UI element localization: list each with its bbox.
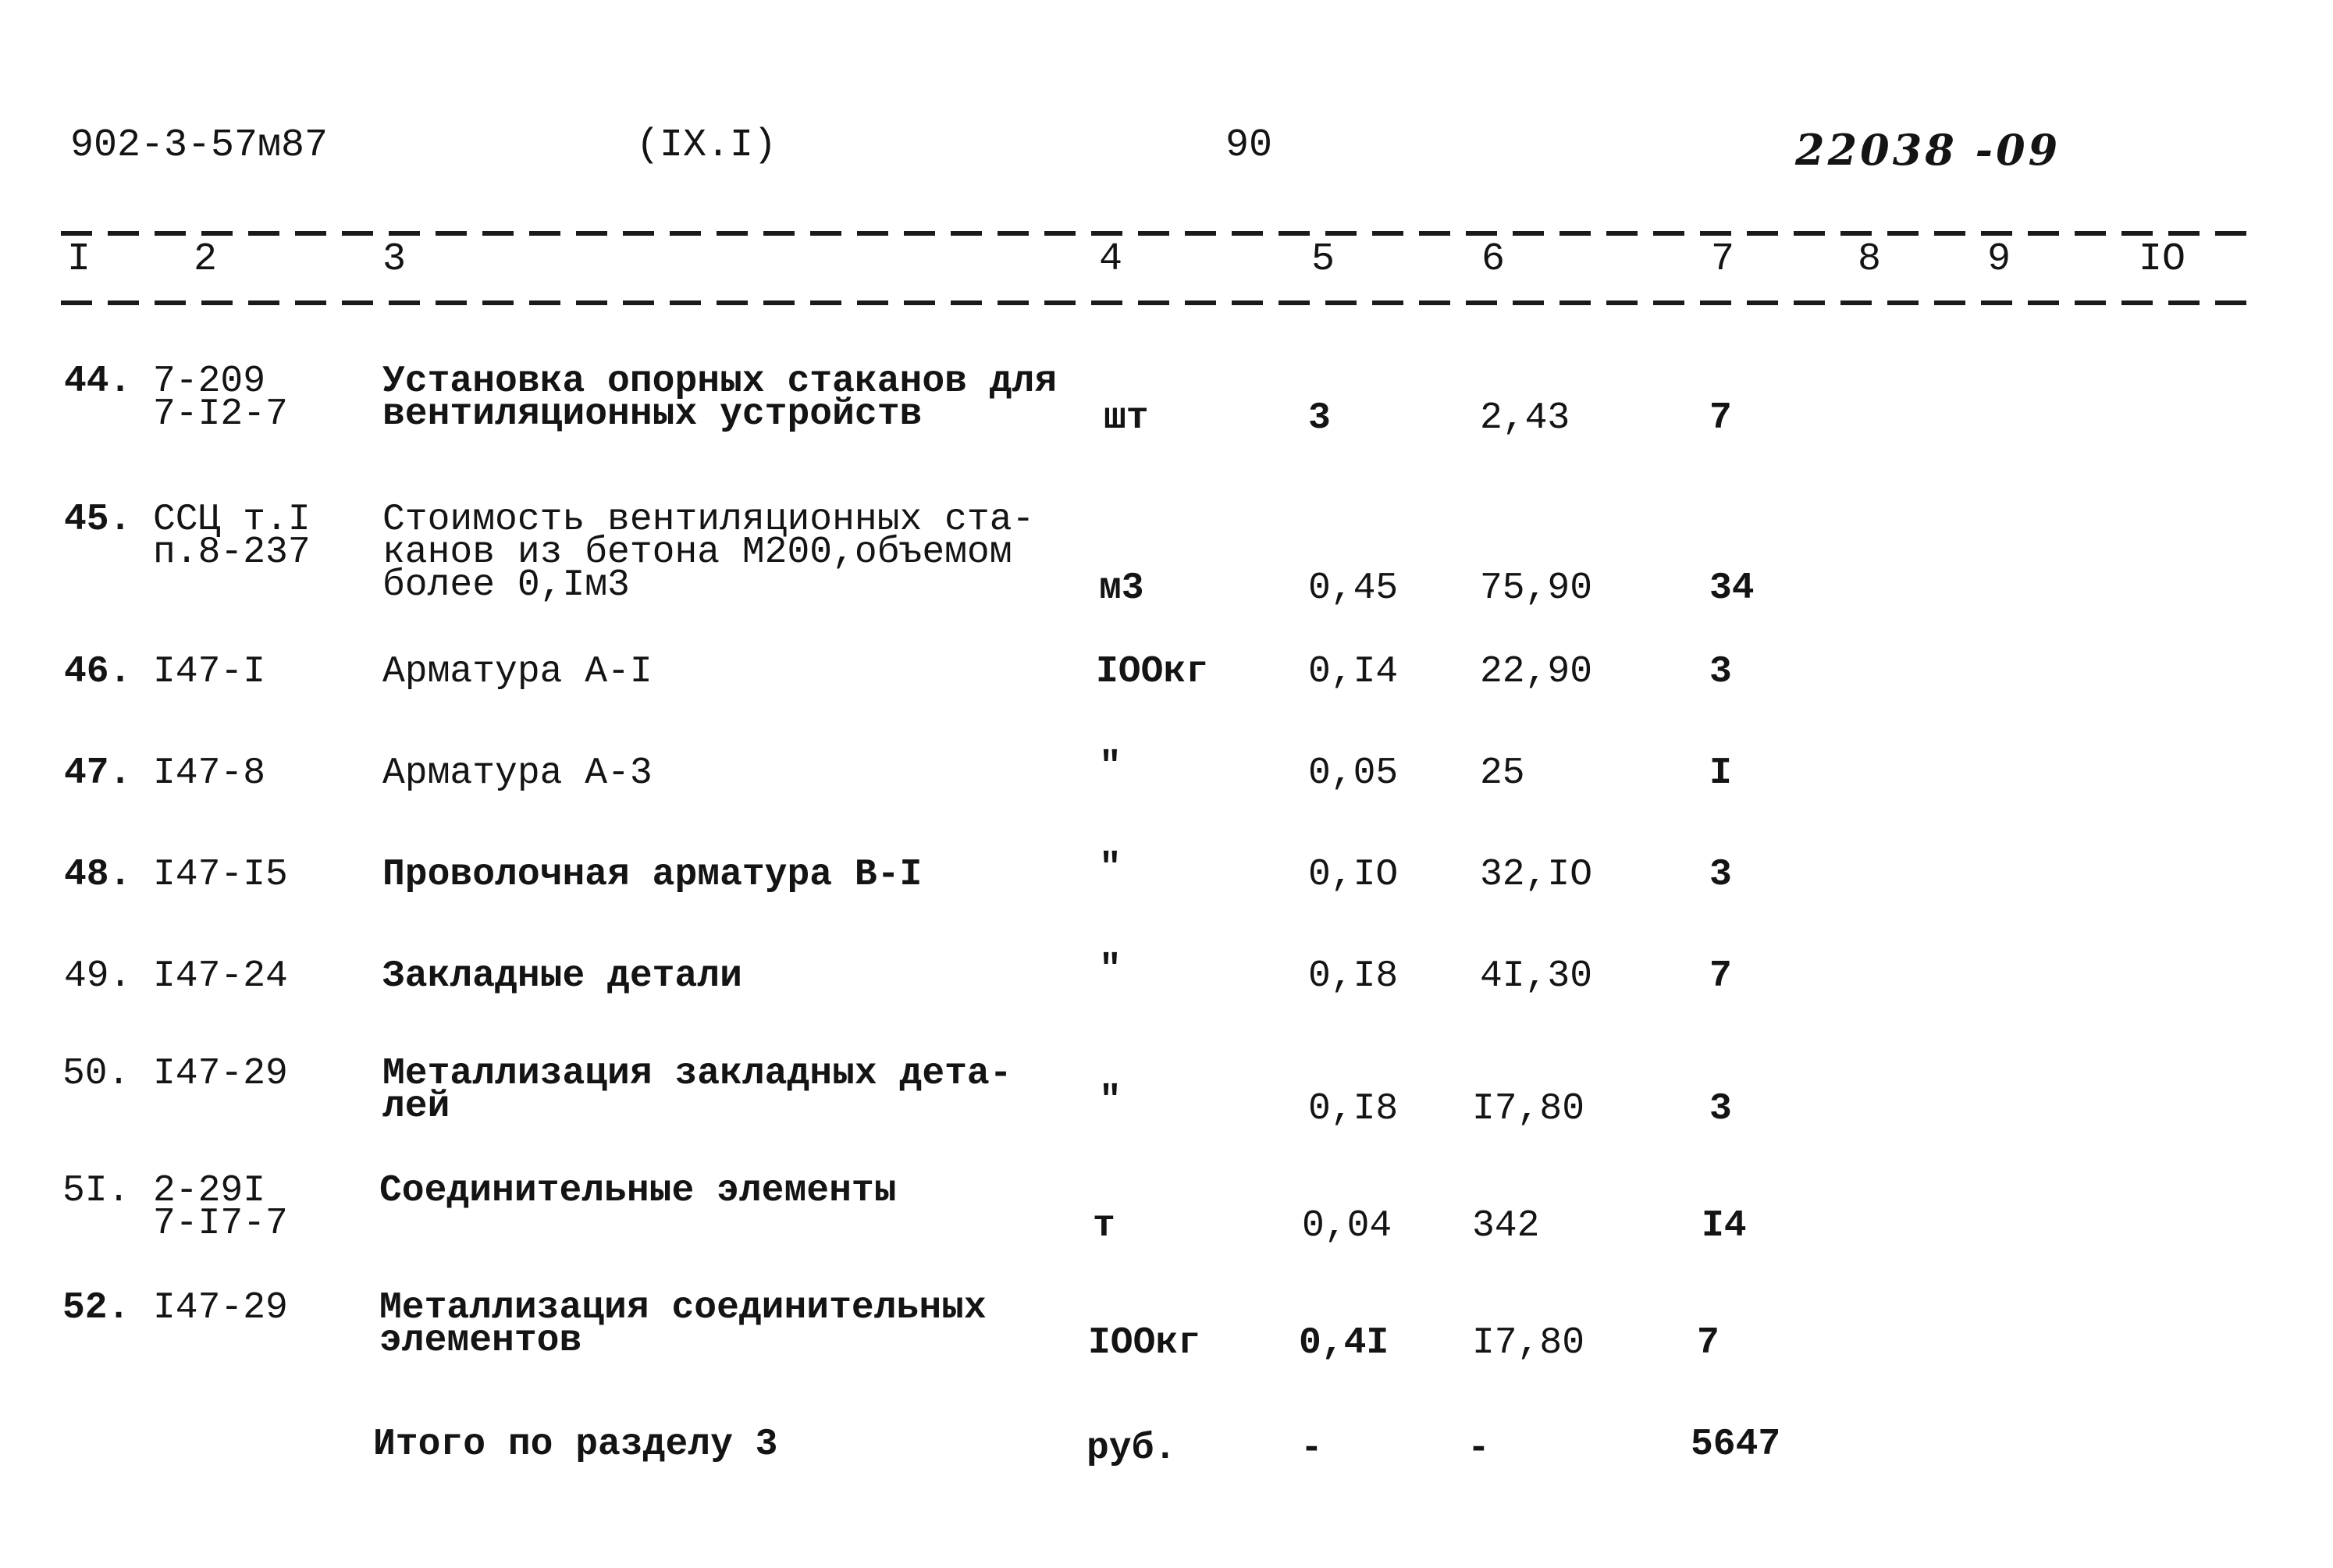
row-number: 46. (64, 651, 132, 693)
row-number: 52. (62, 1287, 130, 1329)
row-code: I47-24 (153, 955, 288, 997)
col-header-7: 7 (1711, 237, 1735, 282)
col-header-3: 3 (382, 237, 407, 282)
row-unit-price: 22,90 (1480, 651, 1593, 693)
col-header-8: 8 (1858, 237, 1882, 282)
row-number: 48. (64, 854, 132, 896)
row-quantity: 0,IO (1308, 854, 1399, 896)
row-code: I47-8 (153, 752, 266, 795)
row-description-line: Арматура А-I (382, 651, 653, 693)
row-quantity: 0,04 (1302, 1205, 1392, 1247)
row-code: I47-29 (153, 1053, 288, 1095)
row-description-line: Металлизация закладных дета- (382, 1053, 1012, 1095)
inventory-stamp: 22038 -09 (1795, 125, 2061, 175)
row-code: ССЦ т.I (153, 499, 311, 541)
row-description-line: Металлизация соединительных (379, 1287, 987, 1329)
row-description-line: более 0,Iм3 (382, 564, 630, 606)
col-header-6: 6 (1481, 237, 1506, 282)
row-description-line: Соединительные элементы (379, 1170, 897, 1212)
row-unit: т (1093, 1205, 1115, 1247)
ditto-mark: " (1099, 1080, 1122, 1122)
header-rule-bottom (61, 300, 2246, 305)
row-total: 7 (1709, 955, 1732, 997)
row-description-line: Проволочная арматура В-I (382, 854, 923, 896)
row-total: I4 (1702, 1205, 1747, 1247)
header-rule-top (61, 231, 2246, 236)
row-code: I47-29 (153, 1287, 288, 1329)
row-unit-price: 2,43 (1480, 397, 1570, 439)
section-total-amount: 5647 (1691, 1424, 1781, 1466)
row-code-secondary: 7-I2-7 (153, 393, 288, 436)
row-quantity: 0,I4 (1308, 651, 1399, 693)
row-unit-price: 342 (1472, 1205, 1540, 1247)
row-quantity: 0,I8 (1308, 955, 1399, 997)
row-unit: шт (1104, 397, 1149, 439)
row-description-line: Установка опорных стаканов для (382, 361, 1058, 403)
document-code: 902-3-57м87 (70, 123, 329, 168)
row-unit: IOOкг (1096, 651, 1209, 693)
row-description-line: Арматура А-3 (382, 752, 653, 795)
row-number: 5I. (62, 1170, 130, 1212)
row-code-secondary: п.8-237 (153, 532, 311, 574)
row-unit-price: I7,80 (1472, 1088, 1585, 1130)
row-quantity: 0,4I (1299, 1322, 1389, 1364)
section-total-price: - (1467, 1428, 1490, 1470)
row-total: 7 (1709, 397, 1732, 439)
row-description-line: Стоимость вентиляционных ста- (382, 499, 1035, 541)
col-header-9: 9 (1987, 237, 2011, 282)
row-unit: м3 (1099, 567, 1144, 610)
row-total: 3 (1709, 651, 1732, 693)
row-description-line: канов из бетона М200,объемом (382, 532, 1012, 574)
row-unit: IOOкг (1088, 1322, 1201, 1364)
col-header-5: 5 (1311, 237, 1335, 282)
row-number: 50. (62, 1053, 130, 1095)
row-unit-price: 4I,30 (1480, 955, 1593, 997)
page-number: 90 (1225, 123, 1273, 168)
row-code: 7-209 (153, 361, 266, 403)
row-unit-price: 25 (1480, 752, 1525, 795)
row-code: I47-I (153, 651, 266, 693)
ditto-mark: " (1099, 848, 1122, 890)
row-unit-price: 32,IO (1480, 854, 1593, 896)
row-quantity: 3 (1308, 397, 1331, 439)
row-total: 7 (1697, 1322, 1720, 1364)
row-total: 3 (1709, 1088, 1732, 1130)
section-total-unit: руб. (1086, 1428, 1177, 1470)
row-number: 44. (64, 361, 132, 403)
row-code: I47-I5 (153, 854, 288, 896)
ditto-mark: " (1099, 746, 1122, 788)
row-unit-price: I7,80 (1472, 1322, 1585, 1364)
row-number: 45. (64, 499, 132, 541)
row-number: 49. (64, 955, 132, 997)
section-number: (IX.I) (636, 123, 777, 168)
row-description-line: лей (382, 1086, 450, 1128)
col-header-10: IO (2139, 237, 2186, 282)
row-unit-price: 75,90 (1480, 567, 1593, 610)
row-total: 3 (1709, 854, 1732, 896)
row-total: 34 (1709, 567, 1755, 610)
ditto-mark: " (1099, 949, 1122, 991)
section-total-quantity: - (1300, 1428, 1323, 1470)
row-total: I (1709, 752, 1732, 795)
row-description-line: элементов (379, 1320, 582, 1362)
row-code-secondary: 7-I7-7 (153, 1203, 288, 1245)
row-number: 47. (64, 752, 132, 795)
row-description-line: вентиляционных устройств (382, 393, 923, 436)
row-description-line: Закладные детали (382, 955, 742, 997)
row-quantity: 0,05 (1308, 752, 1399, 795)
row-quantity: 0,45 (1308, 567, 1399, 610)
col-header-1: I (67, 237, 91, 282)
section-total-label: Итого по разделу 3 (373, 1424, 778, 1466)
col-header-2: 2 (194, 237, 218, 282)
row-quantity: 0,I8 (1308, 1088, 1399, 1130)
row-code: 2-29I (153, 1170, 266, 1212)
col-header-4: 4 (1099, 237, 1123, 282)
